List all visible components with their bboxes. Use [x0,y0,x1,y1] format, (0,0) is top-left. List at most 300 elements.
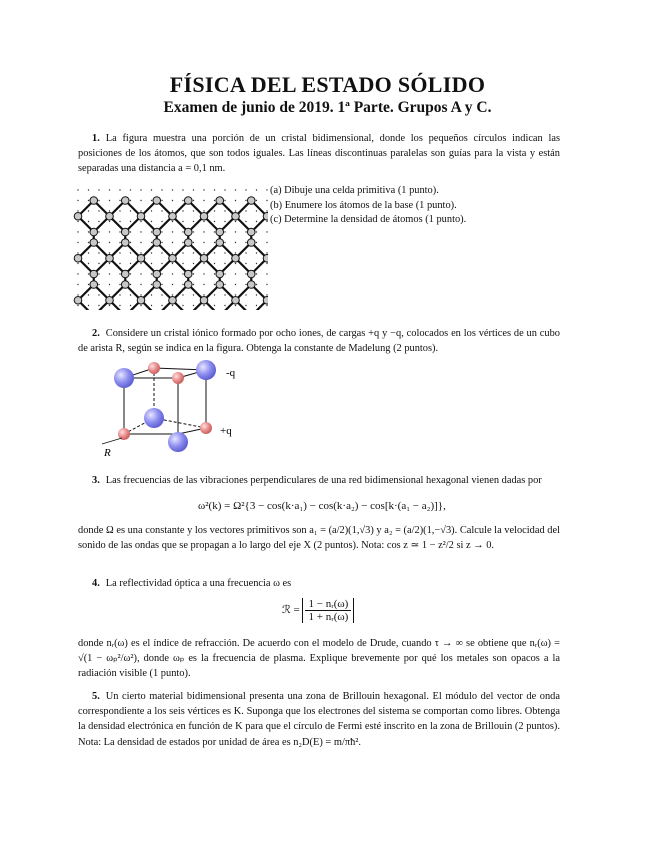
guide-dot [182,294,183,295]
atom [90,281,98,289]
guide-dot [88,210,89,211]
guide-dot [98,189,99,190]
guide-dot [214,284,215,285]
guide-dot [214,252,215,253]
atom [169,296,177,304]
guide-dot [172,263,173,264]
label-edge: R [104,447,111,459]
guide-dot [182,242,183,243]
guide-dot [88,305,89,306]
guide-dot [88,200,89,201]
guide-dot [193,221,194,222]
guide-dot [130,200,131,201]
guide-dot [151,273,152,274]
guide-dot [151,231,152,232]
atom [121,270,129,278]
ion-positive [114,368,134,388]
guide-dot [224,284,225,285]
guide-dot [98,231,99,232]
guide-dot [256,252,257,253]
problem-1 [78,131,560,177]
guide-dot [266,263,267,264]
problem-3-intro [78,473,560,488]
guide-dot [119,210,120,211]
guide-dot [140,210,141,211]
guide-dot [266,231,267,232]
guide-dot [130,221,131,222]
guide-dot [119,189,120,190]
guide-dot [245,221,246,222]
guide-dot [109,284,110,285]
guide-dot [77,263,78,264]
ion-positive [196,360,216,380]
guide-dot [266,284,267,285]
atom [121,228,129,236]
problem-1-item-a: (a) Dibuje una celda primitiva (1 punto). [270,185,439,196]
guide-dot [203,231,204,232]
guide-dot [130,263,131,264]
guide-dot [245,189,246,190]
guide-dot [203,273,204,274]
atom [200,296,208,304]
guide-dot [140,263,141,264]
guide-dot [172,231,173,232]
atom [169,212,177,220]
atom [74,212,82,220]
guide-dot [203,221,204,222]
guide-dot [161,231,162,232]
guide-dot [193,200,194,201]
guide-dot [203,252,204,253]
guide-dot [98,305,99,306]
problem-1-text: La figura muestra una porción de un cristal bidimensional, donde los pequeños círculos indican las posiciones de los átomos, que son todos iguales. Las líneas discontinuas paralelas son guías para la vista y están separadas una distancia a = 0,1 nm. [78,133,560,175]
page-title: FÍSICA DEL ESTADO SÓLIDO [169,72,486,97]
atom [216,281,224,289]
guide-dot [266,221,267,222]
guide-dot [151,189,152,190]
guide-dot [182,200,183,201]
guide-dot [266,252,267,253]
guide-dot [109,200,110,201]
problem-5 [78,689,560,750]
label-negative-charge: -q [226,367,236,379]
guide-dot [256,189,257,190]
guide-dot [182,305,183,306]
guide-dot [130,305,131,306]
problem-2-number: 2. [92,328,100,339]
guide-dot [172,305,173,306]
atom [184,228,192,236]
atom [184,239,192,247]
crystal-lattice-figure [72,184,268,310]
guide-dot [235,210,236,211]
problem-4-text-before: La reflectividad óptica a una frecuencia ω es [105,578,292,589]
guide-dot [193,273,194,274]
guide-dot [224,189,225,190]
guide-dot [77,294,78,295]
guide-dot [245,242,246,243]
guide-dot [119,263,120,264]
guide-dot [172,242,173,243]
guide-dot [98,221,99,222]
guide-dot [172,210,173,211]
problem-3-text-after: donde Ω es una constante y los vectores primitivos son a₁ = (a/2)(1,√3) y a₂ = (a/2)(1,−√3). Calcule la velocidad del sonido de las ondas que se propagan a lo largo del eje X (2 puntos). Nota: cos z ≃ 1 − z²/2 si z → 0. [78,525,560,552]
guide-dot [224,210,225,211]
reflectivity-denominator: 1 + nᵣ(ω) [308,611,349,623]
guide-dot [140,200,141,201]
atom [263,212,268,220]
atom [184,197,192,205]
guide-dot [140,189,141,190]
guide-dot [266,273,267,274]
guide-dot [193,252,194,253]
guide-dot [140,305,141,306]
guide-dot [119,273,120,274]
atom [74,296,82,304]
guide-dot [161,189,162,190]
guide-dot [98,242,99,243]
guide-dot [109,252,110,253]
ion-negative [172,372,184,384]
guide-dot [98,284,99,285]
atom [216,197,224,205]
guide-dot [98,200,99,201]
guide-dot [214,242,215,243]
cube-edges [124,368,206,434]
guide-dot [109,189,110,190]
guide-dot [140,252,141,253]
guide-dot [140,294,141,295]
guide-dot [77,242,78,243]
guide-dot [109,210,110,211]
guide-dot [224,263,225,264]
atom [247,281,255,289]
guide-dot [77,189,78,190]
reflectivity-lhs: ℛ = [282,604,300,617]
guide-dot [140,242,141,243]
ion-positive [168,432,188,452]
guide-dot [193,284,194,285]
atom [216,239,224,247]
guide-dot [130,231,131,232]
guide-dot [266,210,267,211]
guide-dot [256,221,257,222]
problem-1-item-b: (b) Enumere los átomos de la base (1 punto). [270,199,457,211]
atom [106,296,114,304]
guide-dot [88,189,89,190]
guide-dot [256,284,257,285]
guide-dot [151,294,152,295]
guide-dot [214,210,215,211]
guide-dot [182,231,183,232]
guide-dot [203,200,204,201]
guide-dot [245,305,246,306]
guide-dot [88,263,89,264]
atom [247,239,255,247]
guide-dot [119,305,120,306]
ion-negative [118,428,130,440]
guide-dot [77,210,78,211]
guide-dot [98,252,99,253]
guide-dot [182,210,183,211]
guide-dot [256,273,257,274]
guide-dot [214,189,215,190]
guide-dot [151,221,152,222]
guide-dot [256,200,257,201]
guide-dot [193,242,194,243]
atom [216,270,224,278]
guide-dot [256,263,257,264]
guide-dot [214,263,215,264]
atom [216,228,224,236]
guide-dot [193,263,194,264]
guide-dot [245,210,246,211]
guide-dot [161,242,162,243]
guide-dot [182,273,183,274]
guide-dot [140,284,141,285]
problem-4-number: 4. [92,578,100,589]
page-subtitle: Examen de junio de 2019. 1ª Parte. Grupos A y C. [163,99,492,116]
guide-dot [161,305,162,306]
guide-dot [109,231,110,232]
guide-dot [161,221,162,222]
problem-1-item-c: (c) Determine la densidad de átomos (1 punto). [270,214,467,226]
edge-dimension-line [102,438,122,444]
guide-dot [109,221,110,222]
guide-dot [193,210,194,211]
guide-dot [245,284,246,285]
guide-dot [224,221,225,222]
guide-dot [161,273,162,274]
guide-dot [256,242,257,243]
guide-dot [203,242,204,243]
guide-dot [151,284,152,285]
guide-dot [224,294,225,295]
guide-dot [88,294,89,295]
atom [153,281,161,289]
guide-dot [256,294,257,295]
guide-dot [151,242,152,243]
guide-dot [266,200,267,201]
guide-dot [98,210,99,211]
guide-dot [77,200,78,201]
guide-dot [235,189,236,190]
atom [121,197,129,205]
guide-dot [119,252,120,253]
ion-negative [148,362,160,374]
atom [184,270,192,278]
atom [232,296,240,304]
guide-dot [130,252,131,253]
atom [153,239,161,247]
problem-1-items [270,184,466,228]
guide-dot [119,242,120,243]
guide-dot [182,284,183,285]
guide-dot [224,231,225,232]
guide-dot [172,200,173,201]
atom [232,254,240,262]
guide-dot [109,263,110,264]
guide-dot [172,221,173,222]
guide-dot [182,221,183,222]
atom [74,254,82,262]
atom [90,228,98,236]
guide-dot [77,305,78,306]
guide-dot [245,294,246,295]
guide-dot [172,189,173,190]
problem-2 [78,326,560,356]
guide-dot [151,210,152,211]
guide-dot [88,273,89,274]
guide-dot [203,263,204,264]
ionic-cube-figure [98,356,248,466]
guide-dot [140,273,141,274]
guide-dot [256,210,257,211]
guide-dot [77,231,78,232]
guide-dot [235,242,236,243]
guide-dot [214,305,215,306]
guide-dot [203,294,204,295]
guide-dot [98,263,99,264]
guide-dot [130,210,131,211]
problem-5-text: Un cierto material bidimensional presenta una zona de Brillouin hexagonal. El módulo del vector de onda correspondiente a los seis vértices es K. Suponga que los electrones del sistema se comportan como libres. Obtenga la densidad electrónica en función de K para que el círculo de Fermi esté inscrito en la zona de Brillouin (2 puntos). Nota: La densidad de estados por unidad de área es n₂D(E) = m/πħ². [78,691,560,748]
atom [169,254,177,262]
atom [153,270,161,278]
atom [263,296,268,304]
guide-dot [88,242,89,243]
atom [184,281,192,289]
guide-dot [235,231,236,232]
guide-dot [235,200,236,201]
guide-dot [224,242,225,243]
guide-dot [245,231,246,232]
guide-dot [109,305,110,306]
guide-dot [151,252,152,253]
guide-dot [119,231,120,232]
guide-dot [235,305,236,306]
guide-dot [130,284,131,285]
problem-4-intro [78,576,560,591]
guide-dot [140,231,141,232]
problem-3-equation: ω²(k) = Ω²{3 − cos(k·a₁) − cos(k·a₂) − cos[k·(a₁ − a₂)]}, [198,500,446,512]
guide-dot [182,263,183,264]
guide-dot [151,263,152,264]
guide-dot [266,305,267,306]
guide-dot [214,200,215,201]
guide-dot [203,305,204,306]
guide-dot [256,305,257,306]
guide-dot [224,273,225,274]
guide-dot [140,221,141,222]
guide-dot [224,200,225,201]
guide-dot [266,242,267,243]
problem-3-text-before: Las frecuencias de las vibraciones perpendiculares de una red bidimensional hexagonal vienen dadas por [105,475,542,486]
guide-dot [214,231,215,232]
atom [90,239,98,247]
ion-positive [144,408,164,428]
guide-dot [203,284,204,285]
label-positive-charge: +q [220,425,232,437]
guide-dot [130,273,131,274]
guide-dot [235,263,236,264]
guide-dot [182,189,183,190]
guide-dot [130,294,131,295]
guide-dot [77,252,78,253]
atom [121,239,129,247]
guide-dot [235,273,236,274]
guide-dot [172,273,173,274]
atom [137,254,145,262]
guide-dot [161,252,162,253]
guide-dot [193,305,194,306]
guide-dot [245,200,246,201]
guide-dot [182,252,183,253]
guide-dot [161,294,162,295]
atom [247,197,255,205]
guide-dot [161,284,162,285]
guide-dot [172,252,173,253]
guide-dot [235,284,236,285]
guide-dot [235,221,236,222]
guide-dot [119,294,120,295]
atom [153,228,161,236]
problem-4-equation [282,598,354,623]
guide-dot [88,221,89,222]
atom [247,228,255,236]
atom [90,197,98,205]
guide-dot [119,221,120,222]
guide-dot [235,294,236,295]
guide-dot [77,221,78,222]
atom [106,212,114,220]
guide-dot [98,294,99,295]
guide-dot [245,273,246,274]
atom [121,281,129,289]
guide-dot [77,273,78,274]
guide-dot [161,263,162,264]
guide-dots [77,189,267,306]
guide-dot [224,252,225,253]
atom [247,270,255,278]
guide-dot [88,231,89,232]
guide-dot [151,200,152,201]
ion-negative [200,422,212,434]
guide-dot [214,221,215,222]
atom [200,254,208,262]
guide-dot [119,200,120,201]
guide-dot [224,305,225,306]
guide-dot [119,284,120,285]
guide-dot [172,294,173,295]
atom [90,270,98,278]
guide-dot [130,189,131,190]
guide-dot [235,252,236,253]
guide-dot [245,263,246,264]
guide-dot [88,284,89,285]
guide-dot [98,273,99,274]
atom [137,296,145,304]
atom [232,212,240,220]
atom [200,212,208,220]
guide-dot [214,294,215,295]
problem-5-number: 5. [92,691,100,702]
problem-1-number: 1. [92,133,100,144]
guide-dot [109,242,110,243]
guide-dot [172,284,173,285]
guide-dot [161,200,162,201]
problem-3-number: 3. [92,475,100,486]
guide-dot [130,242,131,243]
